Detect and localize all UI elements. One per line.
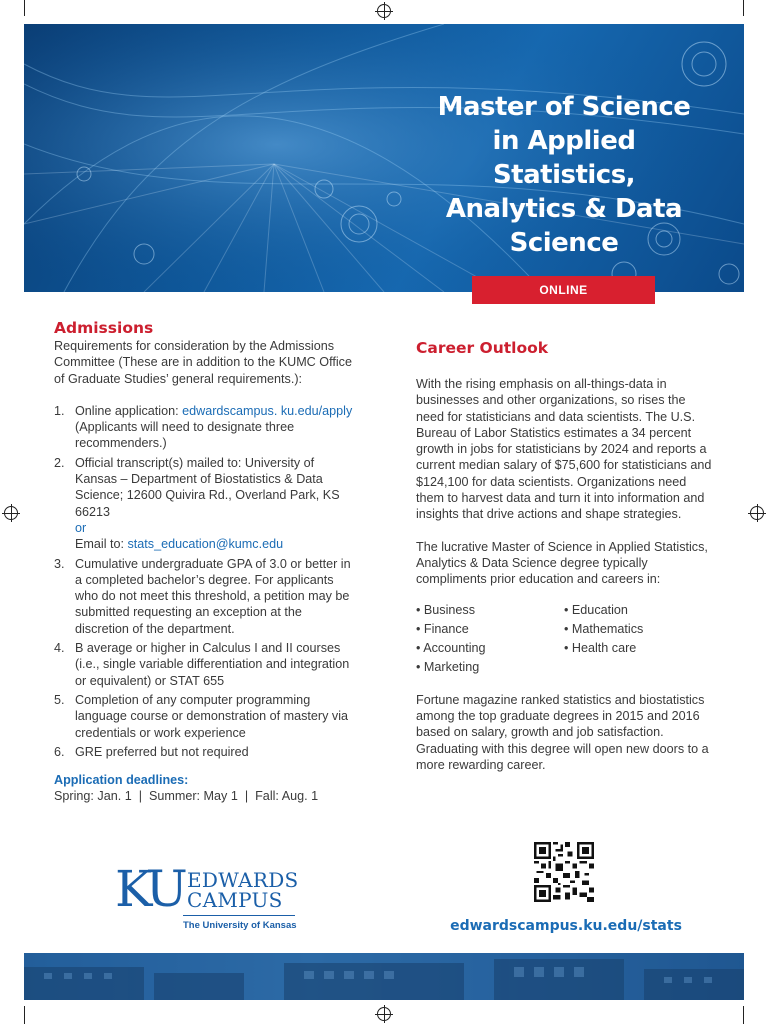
campus-building-graphic [24, 953, 744, 1000]
online-badge: ONLINE [472, 276, 655, 304]
footer-campus-photo [24, 953, 744, 1000]
registration-mark-icon [377, 4, 391, 18]
crop-mark [743, 0, 744, 16]
admissions-heading: Admissions [54, 319, 154, 337]
list-item: 1. Online application: edwardscampus. ku.edu/apply (Applicants will need to designate three recommenders.) [54, 403, 353, 451]
career-paragraph: Fortune magazine ranked statistics and biostatistics among the top graduate degrees in 2015 and 2016 based on salary, growth and job satisfaction. Graduating with this degree will open new doors to a more rewarding career. [416, 692, 709, 772]
program-url-link[interactable]: edwardscampus.ku.edu/stats [450, 918, 682, 934]
list-item: 5. Completion of any computer programming language course or demonstration of mastery via credentials or work experience [54, 692, 349, 740]
requirements-list [54, 403, 354, 760]
career-fields-list [416, 602, 716, 676]
list-item: • Accounting [416, 641, 486, 656]
registration-mark-icon [4, 506, 18, 520]
career-paragraph: With the rising emphasis on all-things-data in businesses and other organizations, so rises the need for statisticians and data scientists. The U.S. Bureau of Labor Statistics estimates a 34 percent growth in jobs for statisticians by 2024 and reports a current median salary of $75,600 for statisticians and $124,100 for data scientists. Organizations need them to harvest data and turn it into information and insights that drive actions and shape strategies. [416, 377, 712, 522]
deadlines-heading: Application deadlines: [54, 773, 189, 788]
hero-banner [24, 24, 744, 292]
program-title: Master of Science in Applied Statistics, Analytics & Data Science [437, 92, 691, 258]
list-item: • Marketing [416, 660, 480, 675]
logo-divider [183, 915, 295, 916]
list-item: 6. GRE preferred but not required [54, 744, 249, 759]
career-paragraph: The lucrative Master of Science in Applied Statistics, Analytics & Data Science degree typically compliments prior education and careers in: [416, 539, 708, 587]
list-item: • Health care [564, 641, 637, 656]
email-link[interactable]: stats_education@kumc.edu [127, 537, 284, 552]
admissions-section [54, 318, 354, 805]
registration-mark-icon [377, 1007, 391, 1021]
ku-edwards-campus-logo: KU EDWARDS CAMPUS The University of Kansas [115, 860, 299, 931]
list-item: 3. Cumulative undergraduate GPA of 3.0 or better in a completed bachelor’s degree. For applicants who do not meet this threshold, a petition may be submitted requesting an exception at the discretion of the department. [54, 556, 351, 636]
registration-mark-icon [750, 506, 764, 520]
career-section [416, 338, 716, 773]
list-item: 2. Official transcript(s) mailed to: University of Kansas – Department of Biostatistics & Data Science; 12600 Quivira Rd., Overland Park, KS 66213 or Email to: stats_education@kumc.edu [54, 455, 340, 552]
list-item: • Finance [416, 621, 469, 636]
deadlines-text: Spring: Jan. 1 | Summer: May 1 | Fall: Aug. 1 [54, 789, 319, 804]
list-item: • Business [416, 602, 476, 617]
crop-mark [743, 1006, 744, 1024]
crop-mark [24, 0, 25, 16]
list-item: • Mathematics [564, 621, 644, 636]
career-heading: Career Outlook [416, 339, 549, 357]
list-item: • Education [564, 602, 628, 617]
admissions-intro: Requirements for consideration by the Admissions Committee (These are in addition to the KUMC Office of Graduate Studies’ general requirements.): [54, 339, 352, 386]
apply-link[interactable]: edwardscampus. ku.edu/apply [182, 403, 353, 418]
list-item: 4. B average or higher in Calculus I and II courses (i.e., single variable differentiation and integration or equivalent) or STAT 655 [54, 641, 350, 688]
qr-code-icon[interactable] [534, 842, 594, 902]
crop-mark [24, 1006, 25, 1024]
